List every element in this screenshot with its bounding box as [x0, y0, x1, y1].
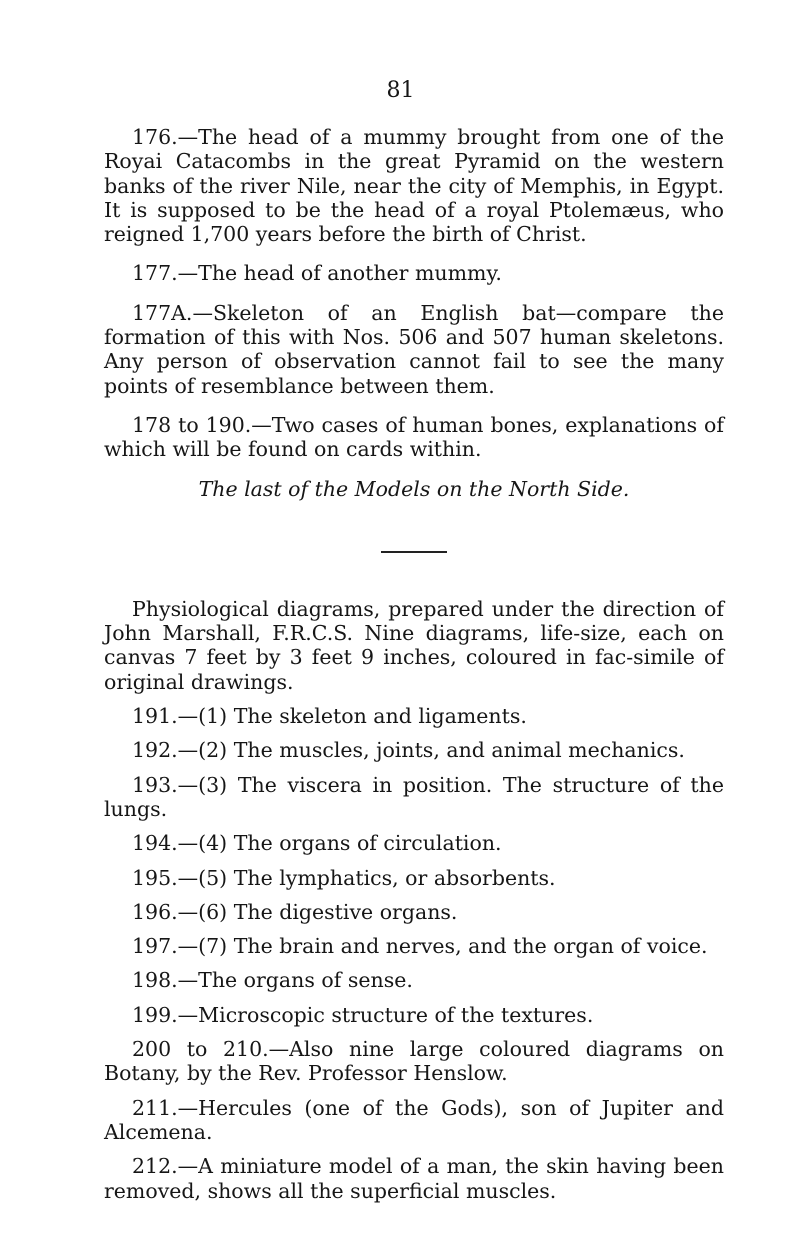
entry-197: 197.—(7) The brain and nerves, and the organ of voice.	[132, 934, 708, 959]
entry-198: 198.—The organs of sense.	[132, 968, 413, 993]
entry-211: 211.—Hercules (one of the Gods), son of Jupiter and Alcemena.	[104, 1095, 724, 1144]
section-heading: The last of the Models on the North Side.	[198, 476, 630, 501]
entry-200-210: 200 to 210.—Also nine large coloured diagrams on Botany, by the Rev. Professor Henslow.	[104, 1037, 724, 1086]
entry-194: 194.—(4) The organs of circulation.	[132, 831, 502, 856]
entry-177: 177.—The head of another mummy.	[132, 261, 502, 286]
entry-199: 199.—Microscopic structure of the textures.	[132, 1002, 594, 1027]
entry-178-190: 178 to 190.—Two cases of human bones, explanations of which will be found on cards within.	[104, 412, 724, 462]
intro-paragraph: Physiological diagrams, prepared under the direction of John Marshall, F.R.C.S. Nine diagrams, life-size, each on canvas 7 feet by 3 feet 9 inches, coloured in fac-simile of original drawings.	[104, 596, 724, 694]
section-divider	[381, 551, 447, 553]
entry-192: 192.—(2) The muscles, joints, and animal mechanics.	[132, 738, 685, 763]
page-number: 81	[386, 78, 415, 103]
entry-191: 191.—(1) The skeleton and ligaments.	[132, 704, 527, 729]
page-body	[104, 125, 724, 1203]
entry-193: 193.—(3) The viscera in position. The structure of the lungs.	[104, 772, 724, 821]
entry-212: 212.—A miniature model of a man, the skin having been removed, shows all the superficial muscles.	[104, 1154, 724, 1203]
entry-177a: 177A.—Skeleton of an English bat—compare the formation of this with Nos. 506 and 507 human skeletons. Any person of observation cannot fail to see the many points of resemblance between them.	[104, 300, 724, 398]
entry-196: 196.—(6) The digestive organs.	[132, 899, 458, 924]
entry-176: 176.—The head of a mummy brought from one of the Royai Catacombs in the great Pyramid on the western banks of the river Nile, near the city of Memphis, in Egypt. It is supposed to be the head of a royal Ptolemæus, who reigned 1,700 years before the birth of Christ.	[104, 125, 724, 247]
entry-195: 195.—(5) The lymphatics, or absorbents.	[132, 865, 556, 890]
